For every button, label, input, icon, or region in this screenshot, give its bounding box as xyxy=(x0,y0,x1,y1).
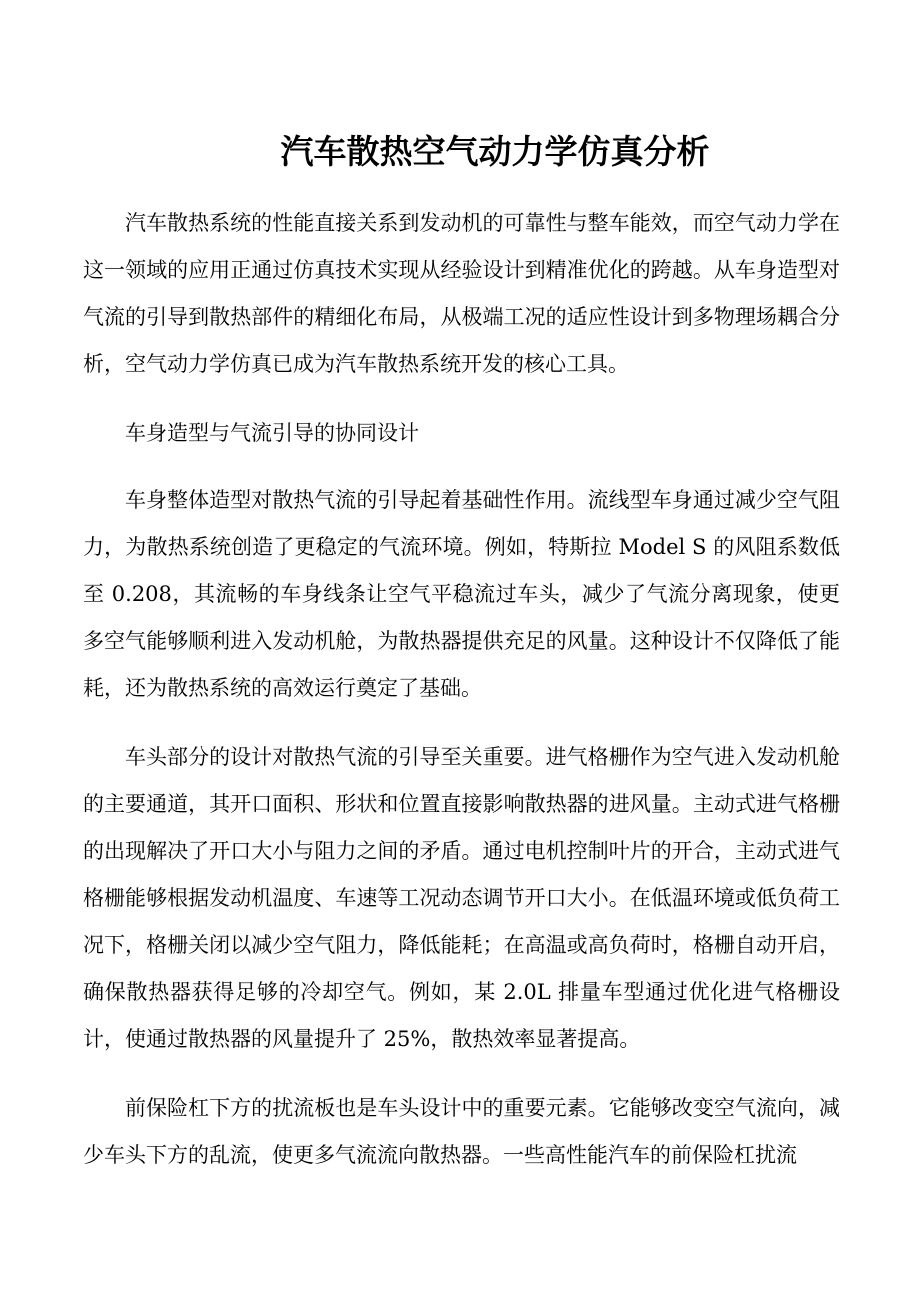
body-paragraph-front-grille: 车头部分的设计对散热气流的引导至关重要。进气格栅作为空气进入发动机舱的主要通道，其开口面积、形状和位置直接影响散热器的进风量。主动式进气格栅的出现解决了开口大小与阻力之间的矛盾。通过电机控制叶片的开合，主动式进气格栅能够根据发动机温度、车速等工况动态调节开口大小。在低温环境或低负荷工况下，格栅关闭以减少空气阻力，降低能耗；在高温或高负荷时，格栅自动开启，确保散热器获得足够的冷却空气。例如，某 2.0L 排量车型通过优化进气格栅设计，使通过散热器的风量提升了 25%，散热效率显著提高。 xyxy=(83,745,840,1051)
body-paragraph-body-shape: 车身整体造型对散热气流的引导起着基础性作用。流线型车身通过减少空气阻力，为散热系统创造了更稳定的气流环境。例如，特斯拉 Model S 的风阻系数低至 0.208，其流畅的车身线条让空气平稳流过车头，减少了气流分离现象，使更多空气能够顺利进入发动机舱，为散热器提供充足的风量。这种设计不仅降低了能耗，还为散热系统的高效运行奠定了基础。 xyxy=(83,488,840,700)
document-body xyxy=(83,200,840,1201)
body-paragraph-front-spoiler: 前保险杠下方的扰流板也是车头设计中的重要元素。它能够改变空气流向，减少车头下方的乱流，使更多气流流向散热器。一些高性能汽车的前保险杠扰流 xyxy=(83,1096,840,1167)
document-title: 汽车散热空气动力学仿真分析 xyxy=(280,132,710,171)
intro-paragraph: 汽车散热系统的性能直接关系到发动机的可靠性与整车能效，而空气动力学在这一领域的应用正通过仿真技术实现从经验设计到精准优化的跨越。从车身造型对气流的引导到散热部件的精细化布局，从极端工况的适应性设计到多物理场耦合分析，空气动力学仿真已成为汽车散热系统开发的核心工具。 xyxy=(83,211,840,376)
section-heading: 车身造型与气流引导的协同设计 xyxy=(125,421,419,445)
